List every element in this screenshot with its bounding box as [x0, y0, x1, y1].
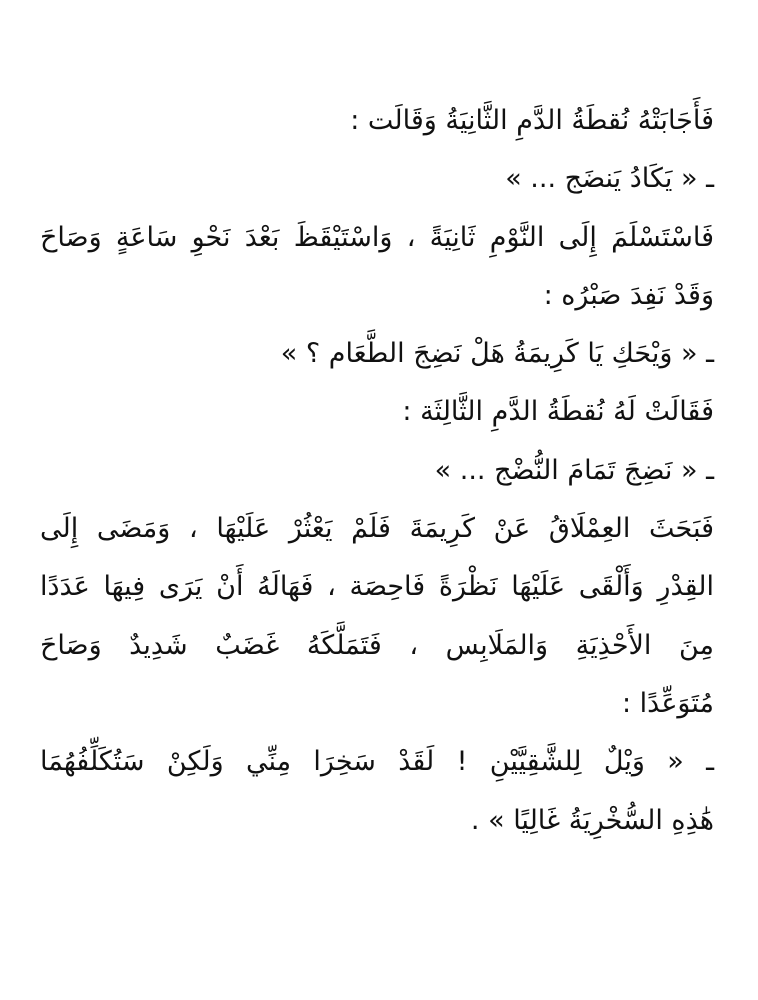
text-line-1: فَأَجَابَتْهُ نُقطَةُ الدَّمِ الثَّانِيَةُ وَقَالَت :	[350, 105, 714, 136]
text-line-8: فَبَحَثَ العِمْلَاقُ عَنْ كَرِيمَةَ فَلَمْ يَعْثُرْ عَلَيْهَا ، وَمَضَى إِلَى	[40, 513, 714, 545]
text-line-5-dialogue: ـ « وَيْحَكِ يَا كَرِيمَةُ هَلْ نَضِجَ الطَّعَام ؟ »	[280, 338, 714, 370]
text-line-10: مِنَ الأَحْذِيَةِ وَالمَلَابِس ، فَتَمَلَّكَهُ غَضَبٌ شَدِيدٌ وَصَاحَ	[40, 629, 714, 661]
text-line-4: وَقَدْ نَفِدَ صَبْرُه :	[543, 279, 714, 311]
text-line-9: القِدْرِ وَأَلْقَى عَلَيْهَا نَظْرَةً فَاحِصَة ، فَهَالَهُ أَنْ يَرَى فِيهَا عَدَدًا	[40, 571, 714, 603]
text-line-11: مُتَوَعِّدًا :	[621, 687, 714, 719]
text-line-7-dialogue: ـ « نَضِجَ تَمَامَ النُّضْج ... »	[434, 454, 714, 486]
text-line-2-dialogue: ـ « يَكَادُ يَنضَج ... »	[505, 163, 714, 195]
text-line-13: هَٰذِهِ السُّخْرِيَةُ غَالِيًا » .	[470, 804, 714, 836]
text-line-3: فَاسْتَسْلَمَ إِلَى النَّوْمِ ثَانِيَةً ، وَاسْتَيْقَظَ بَعْدَ نَحْوِ سَاعَةٍ وَصَاحَ	[40, 221, 714, 253]
story-text-block	[40, 92, 714, 850]
text-line-12-dialogue: ـ « وَيْلٌ لِلشَّقِيَّيْنِ ! لَقَدْ سَخِرَا مِنِّي وَلَكِنْ سَتُكَلِّفُهُمَا	[40, 746, 714, 778]
text-line-6: فَقَالَتْ لَهُ نُقطَةُ الدَّمِ الثَّالِثَة :	[402, 396, 714, 428]
